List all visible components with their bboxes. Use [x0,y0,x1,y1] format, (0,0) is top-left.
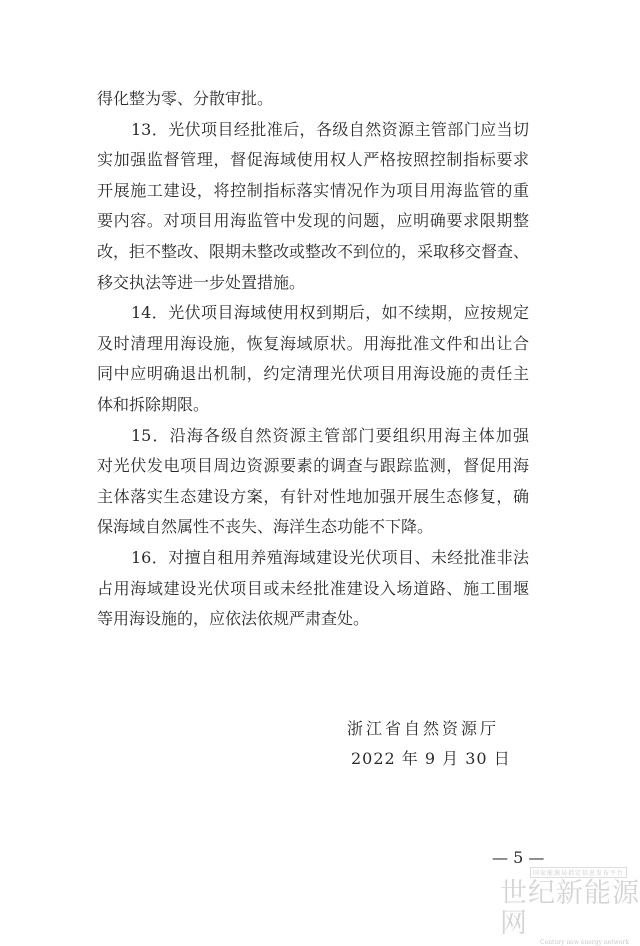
text-line: 移交执法等进一步处置措施。 [97,272,306,292]
watermark-logo [500,860,640,946]
paragraph [97,543,529,635]
text-line: 开展施工建设，将控制指标落实情况作为项目用海监管的重 [97,180,529,200]
issue-date: 2022 年 9 月 30 日 [351,749,511,768]
text-line: 13．光伏项目经批准后，各级自然资源主管部门应当切 [131,119,529,139]
text-line: 改，拒不整改、限期未整改或整改不到位的，采取移交督查、 [97,241,530,261]
text-line: 同中应明确退出机制，约定清理光伏项目用海设施的责任主 [97,364,529,384]
text-line: 等用海设施的，应依法依规严肃查处。 [97,609,370,629]
text-line: 得化整为零、分散审批。 [97,89,274,108]
watermark-english: Century new energy network [540,939,629,946]
paragraph [97,298,529,420]
issuer-name: 浙江省自然资源厅 [347,719,500,738]
text-line: 16．对擅自租用养殖海域建设光伏项目、未经批准非法 [131,547,529,567]
watermark-small-text: 国家能源局指定信息发布平台 [530,867,627,878]
text-line: 主体落实生态建设方案，有针对性地加强开展生态修复，确 [97,486,529,506]
text-line: 对光伏发电项目周边资源要素的调查与跟踪监测，督促用海 [97,456,529,476]
text-line: 占用海域建设光伏项目或未经批准建设入场道路、施工围堰 [97,578,529,598]
document-body [97,84,529,635]
text-line: 15．沿海各级自然资源主管部门要组织用海主体加强 [131,425,529,445]
paragraph [97,421,529,543]
text-line: 保海域自然属性不丧失、海洋生态功能不下降。 [97,517,434,537]
watermark-title: 世纪新能源网 [500,878,640,939]
text-line: 14．光伏项目海域使用权到期后，如不续期，应按规定 [131,303,529,323]
text-line: 体和拆除期限。 [97,394,210,414]
paragraph [97,84,529,115]
text-line: 及时清理用海设施，恢复海域原状。用海批准文件和出让合 [97,333,529,353]
text-line: 实加强监督管理，督促海域使用权人严格按照控制指标要求 [97,150,529,170]
paragraph [97,115,529,299]
page-number: — 5 — [492,848,545,867]
text-line: 要内容。对项目用海监管中发现的问题，应明确要求限期整 [97,211,529,231]
